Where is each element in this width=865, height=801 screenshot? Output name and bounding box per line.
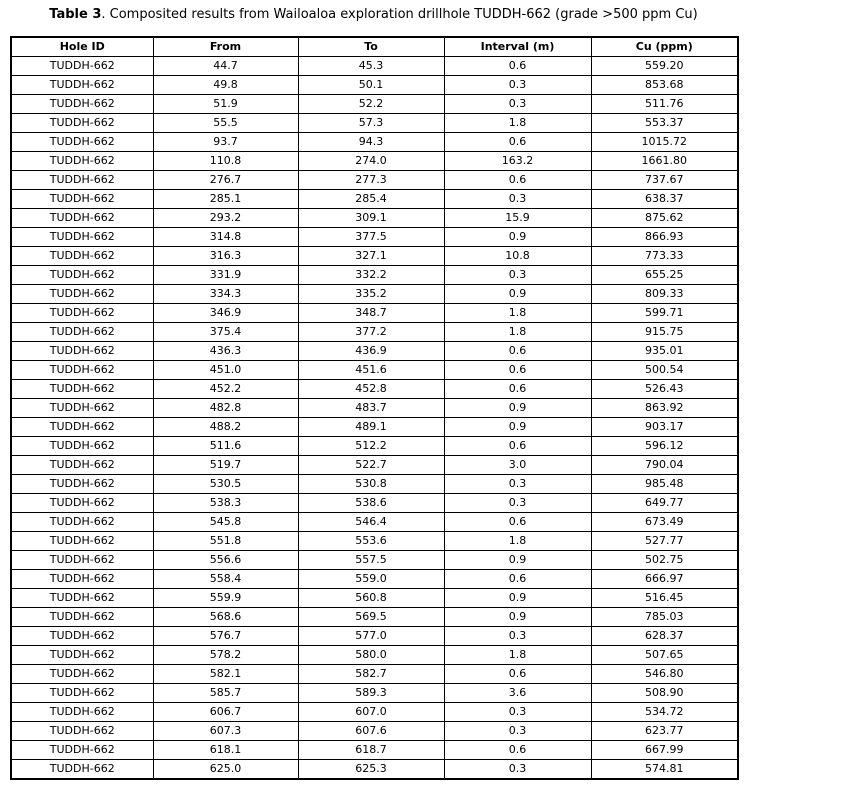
table-row bbox=[11, 304, 738, 323]
table-row bbox=[11, 646, 738, 665]
cell-cu-ppm: 511.76 bbox=[591, 95, 738, 114]
cell-to: 607.0 bbox=[298, 703, 444, 722]
cell-from: 482.8 bbox=[153, 399, 298, 418]
cell-from: 488.2 bbox=[153, 418, 298, 437]
cell-cu-ppm: 599.71 bbox=[591, 304, 738, 323]
cell-to: 309.1 bbox=[298, 209, 444, 228]
column-header-interval-m: Interval (m) bbox=[444, 37, 591, 57]
cell-hole-id: TUDDH-662 bbox=[11, 532, 153, 551]
cell-interval-m: 1.8 bbox=[444, 532, 591, 551]
cell-interval-m: 0.6 bbox=[444, 380, 591, 399]
cell-cu-ppm: 628.37 bbox=[591, 627, 738, 646]
table-row bbox=[11, 532, 738, 551]
cell-cu-ppm: 534.72 bbox=[591, 703, 738, 722]
cell-interval-m: 0.6 bbox=[444, 171, 591, 190]
cell-hole-id: TUDDH-662 bbox=[11, 209, 153, 228]
table-row bbox=[11, 760, 738, 780]
cell-to: 452.8 bbox=[298, 380, 444, 399]
cell-hole-id: TUDDH-662 bbox=[11, 722, 153, 741]
table-row bbox=[11, 266, 738, 285]
cell-hole-id: TUDDH-662 bbox=[11, 627, 153, 646]
cell-hole-id: TUDDH-662 bbox=[11, 57, 153, 76]
table-row bbox=[11, 399, 738, 418]
cell-to: 489.1 bbox=[298, 418, 444, 437]
cell-to: 327.1 bbox=[298, 247, 444, 266]
cell-cu-ppm: 790.04 bbox=[591, 456, 738, 475]
cell-from: 519.7 bbox=[153, 456, 298, 475]
cell-to: 618.7 bbox=[298, 741, 444, 760]
cell-from: 618.1 bbox=[153, 741, 298, 760]
cell-interval-m: 0.6 bbox=[444, 437, 591, 456]
cell-from: 545.8 bbox=[153, 513, 298, 532]
table-row bbox=[11, 722, 738, 741]
cell-from: 568.6 bbox=[153, 608, 298, 627]
cell-from: 44.7 bbox=[153, 57, 298, 76]
cell-hole-id: TUDDH-662 bbox=[11, 703, 153, 722]
cell-hole-id: TUDDH-662 bbox=[11, 741, 153, 760]
column-header-to: To bbox=[298, 37, 444, 57]
table-row bbox=[11, 684, 738, 703]
cell-hole-id: TUDDH-662 bbox=[11, 494, 153, 513]
cell-hole-id: TUDDH-662 bbox=[11, 551, 153, 570]
cell-hole-id: TUDDH-662 bbox=[11, 190, 153, 209]
cell-from: 55.5 bbox=[153, 114, 298, 133]
cell-hole-id: TUDDH-662 bbox=[11, 570, 153, 589]
cell-to: 285.4 bbox=[298, 190, 444, 209]
cell-cu-ppm: 809.33 bbox=[591, 285, 738, 304]
cell-cu-ppm: 737.67 bbox=[591, 171, 738, 190]
cell-interval-m: 0.9 bbox=[444, 418, 591, 437]
cell-hole-id: TUDDH-662 bbox=[11, 665, 153, 684]
cell-interval-m: 3.0 bbox=[444, 456, 591, 475]
cell-cu-ppm: 527.77 bbox=[591, 532, 738, 551]
cell-to: 530.8 bbox=[298, 475, 444, 494]
cell-hole-id: TUDDH-662 bbox=[11, 133, 153, 152]
cell-from: 375.4 bbox=[153, 323, 298, 342]
cell-interval-m: 0.6 bbox=[444, 57, 591, 76]
cell-interval-m: 0.3 bbox=[444, 475, 591, 494]
cell-cu-ppm: 649.77 bbox=[591, 494, 738, 513]
header-row bbox=[11, 37, 738, 57]
cell-interval-m: 1.8 bbox=[444, 114, 591, 133]
cell-from: 314.8 bbox=[153, 228, 298, 247]
cell-from: 51.9 bbox=[153, 95, 298, 114]
cell-hole-id: TUDDH-662 bbox=[11, 285, 153, 304]
cell-to: 538.6 bbox=[298, 494, 444, 513]
cell-hole-id: TUDDH-662 bbox=[11, 589, 153, 608]
cell-hole-id: TUDDH-662 bbox=[11, 342, 153, 361]
table-caption-label: Table 3 bbox=[49, 7, 102, 22]
cell-cu-ppm: 866.93 bbox=[591, 228, 738, 247]
cell-to: 559.0 bbox=[298, 570, 444, 589]
cell-interval-m: 0.9 bbox=[444, 285, 591, 304]
table-row bbox=[11, 437, 738, 456]
cell-interval-m: 0.9 bbox=[444, 399, 591, 418]
cell-to: 451.6 bbox=[298, 361, 444, 380]
table-row bbox=[11, 95, 738, 114]
cell-interval-m: 0.6 bbox=[444, 342, 591, 361]
table-row bbox=[11, 247, 738, 266]
cell-from: 316.3 bbox=[153, 247, 298, 266]
cell-to: 277.3 bbox=[298, 171, 444, 190]
cell-interval-m: 10.8 bbox=[444, 247, 591, 266]
table-row bbox=[11, 114, 738, 133]
cell-to: 557.5 bbox=[298, 551, 444, 570]
cell-cu-ppm: 526.43 bbox=[591, 380, 738, 399]
cell-cu-ppm: 875.62 bbox=[591, 209, 738, 228]
cell-from: 511.6 bbox=[153, 437, 298, 456]
cell-to: 377.5 bbox=[298, 228, 444, 247]
cell-hole-id: TUDDH-662 bbox=[11, 361, 153, 380]
cell-interval-m: 0.3 bbox=[444, 190, 591, 209]
cell-interval-m: 0.3 bbox=[444, 627, 591, 646]
cell-interval-m: 0.6 bbox=[444, 570, 591, 589]
table-row bbox=[11, 57, 738, 76]
cell-cu-ppm: 596.12 bbox=[591, 437, 738, 456]
cell-cu-ppm: 574.81 bbox=[591, 760, 738, 780]
cell-to: 50.1 bbox=[298, 76, 444, 95]
cell-from: 334.3 bbox=[153, 285, 298, 304]
cell-cu-ppm: 546.80 bbox=[591, 665, 738, 684]
cell-interval-m: 0.6 bbox=[444, 741, 591, 760]
table-caption bbox=[10, 7, 737, 23]
table-row bbox=[11, 589, 738, 608]
cell-interval-m: 0.9 bbox=[444, 228, 591, 247]
cell-cu-ppm: 785.03 bbox=[591, 608, 738, 627]
cell-from: 585.7 bbox=[153, 684, 298, 703]
cell-cu-ppm: 666.97 bbox=[591, 570, 738, 589]
table-row bbox=[11, 570, 738, 589]
table-row bbox=[11, 627, 738, 646]
cell-cu-ppm: 507.65 bbox=[591, 646, 738, 665]
cell-to: 52.2 bbox=[298, 95, 444, 114]
cell-from: 452.2 bbox=[153, 380, 298, 399]
table-row bbox=[11, 456, 738, 475]
cell-from: 331.9 bbox=[153, 266, 298, 285]
column-header-from: From bbox=[153, 37, 298, 57]
table-row bbox=[11, 323, 738, 342]
cell-from: 346.9 bbox=[153, 304, 298, 323]
cell-from: 93.7 bbox=[153, 133, 298, 152]
cell-interval-m: 0.6 bbox=[444, 133, 591, 152]
cell-interval-m: 0.3 bbox=[444, 95, 591, 114]
table-row bbox=[11, 133, 738, 152]
cell-to: 577.0 bbox=[298, 627, 444, 646]
table-row bbox=[11, 380, 738, 399]
table-row bbox=[11, 285, 738, 304]
cell-to: 512.2 bbox=[298, 437, 444, 456]
cell-to: 589.3 bbox=[298, 684, 444, 703]
cell-from: 582.1 bbox=[153, 665, 298, 684]
cell-hole-id: TUDDH-662 bbox=[11, 266, 153, 285]
cell-to: 332.2 bbox=[298, 266, 444, 285]
cell-from: 538.3 bbox=[153, 494, 298, 513]
cell-cu-ppm: 553.37 bbox=[591, 114, 738, 133]
cell-hole-id: TUDDH-662 bbox=[11, 437, 153, 456]
cell-to: 625.3 bbox=[298, 760, 444, 780]
cell-from: 276.7 bbox=[153, 171, 298, 190]
cell-cu-ppm: 667.99 bbox=[591, 741, 738, 760]
results-table bbox=[10, 36, 739, 780]
table-row bbox=[11, 361, 738, 380]
table-row bbox=[11, 171, 738, 190]
table-row bbox=[11, 475, 738, 494]
cell-from: 551.8 bbox=[153, 532, 298, 551]
table-caption-text: . Composited results from Wailoaloa exploration drillhole TUDDH-662 (grade >500 ppm Cu) bbox=[101, 7, 698, 22]
cell-to: 522.7 bbox=[298, 456, 444, 475]
cell-to: 45.3 bbox=[298, 57, 444, 76]
cell-from: 606.7 bbox=[153, 703, 298, 722]
table-row bbox=[11, 513, 738, 532]
table-body bbox=[11, 57, 738, 780]
cell-hole-id: TUDDH-662 bbox=[11, 304, 153, 323]
cell-to: 348.7 bbox=[298, 304, 444, 323]
cell-from: 559.9 bbox=[153, 589, 298, 608]
column-header-hole-id: Hole ID bbox=[11, 37, 153, 57]
cell-hole-id: TUDDH-662 bbox=[11, 513, 153, 532]
cell-to: 335.2 bbox=[298, 285, 444, 304]
cell-from: 436.3 bbox=[153, 342, 298, 361]
cell-interval-m: 3.6 bbox=[444, 684, 591, 703]
cell-from: 607.3 bbox=[153, 722, 298, 741]
cell-interval-m: 0.3 bbox=[444, 703, 591, 722]
cell-cu-ppm: 863.92 bbox=[591, 399, 738, 418]
cell-hole-id: TUDDH-662 bbox=[11, 323, 153, 342]
cell-interval-m: 0.9 bbox=[444, 589, 591, 608]
table-row bbox=[11, 209, 738, 228]
cell-interval-m: 0.6 bbox=[444, 361, 591, 380]
cell-from: 293.2 bbox=[153, 209, 298, 228]
cell-cu-ppm: 903.17 bbox=[591, 418, 738, 437]
table-row bbox=[11, 342, 738, 361]
cell-to: 582.7 bbox=[298, 665, 444, 684]
cell-to: 94.3 bbox=[298, 133, 444, 152]
cell-from: 625.0 bbox=[153, 760, 298, 780]
cell-hole-id: TUDDH-662 bbox=[11, 228, 153, 247]
cell-interval-m: 0.9 bbox=[444, 608, 591, 627]
cell-from: 530.5 bbox=[153, 475, 298, 494]
table-row bbox=[11, 608, 738, 627]
table-row bbox=[11, 418, 738, 437]
table-row bbox=[11, 76, 738, 95]
cell-from: 556.6 bbox=[153, 551, 298, 570]
cell-cu-ppm: 623.77 bbox=[591, 722, 738, 741]
cell-cu-ppm: 853.68 bbox=[591, 76, 738, 95]
table-row bbox=[11, 494, 738, 513]
column-header-cu-ppm: Cu (ppm) bbox=[591, 37, 738, 57]
cell-interval-m: 1.8 bbox=[444, 304, 591, 323]
cell-cu-ppm: 1661.80 bbox=[591, 152, 738, 171]
cell-from: 110.8 bbox=[153, 152, 298, 171]
cell-cu-ppm: 773.33 bbox=[591, 247, 738, 266]
cell-hole-id: TUDDH-662 bbox=[11, 95, 153, 114]
cell-hole-id: TUDDH-662 bbox=[11, 684, 153, 703]
table-row bbox=[11, 228, 738, 247]
cell-from: 285.1 bbox=[153, 190, 298, 209]
cell-interval-m: 163.2 bbox=[444, 152, 591, 171]
cell-hole-id: TUDDH-662 bbox=[11, 456, 153, 475]
cell-to: 436.9 bbox=[298, 342, 444, 361]
cell-to: 553.6 bbox=[298, 532, 444, 551]
cell-from: 558.4 bbox=[153, 570, 298, 589]
cell-hole-id: TUDDH-662 bbox=[11, 247, 153, 266]
cell-cu-ppm: 500.54 bbox=[591, 361, 738, 380]
table-row bbox=[11, 190, 738, 209]
cell-cu-ppm: 673.49 bbox=[591, 513, 738, 532]
cell-hole-id: TUDDH-662 bbox=[11, 760, 153, 780]
cell-cu-ppm: 508.90 bbox=[591, 684, 738, 703]
table-row bbox=[11, 152, 738, 171]
cell-hole-id: TUDDH-662 bbox=[11, 171, 153, 190]
table-row bbox=[11, 551, 738, 570]
table-row bbox=[11, 665, 738, 684]
cell-from: 576.7 bbox=[153, 627, 298, 646]
cell-from: 578.2 bbox=[153, 646, 298, 665]
cell-hole-id: TUDDH-662 bbox=[11, 152, 153, 171]
cell-from: 451.0 bbox=[153, 361, 298, 380]
cell-to: 546.4 bbox=[298, 513, 444, 532]
cell-hole-id: TUDDH-662 bbox=[11, 399, 153, 418]
cell-to: 580.0 bbox=[298, 646, 444, 665]
cell-hole-id: TUDDH-662 bbox=[11, 380, 153, 399]
cell-cu-ppm: 935.01 bbox=[591, 342, 738, 361]
cell-to: 607.6 bbox=[298, 722, 444, 741]
cell-to: 560.8 bbox=[298, 589, 444, 608]
cell-cu-ppm: 1015.72 bbox=[591, 133, 738, 152]
cell-hole-id: TUDDH-662 bbox=[11, 608, 153, 627]
cell-hole-id: TUDDH-662 bbox=[11, 418, 153, 437]
cell-interval-m: 0.3 bbox=[444, 494, 591, 513]
cell-cu-ppm: 915.75 bbox=[591, 323, 738, 342]
cell-cu-ppm: 655.25 bbox=[591, 266, 738, 285]
cell-from: 49.8 bbox=[153, 76, 298, 95]
cell-cu-ppm: 516.45 bbox=[591, 589, 738, 608]
cell-cu-ppm: 559.20 bbox=[591, 57, 738, 76]
cell-interval-m: 0.3 bbox=[444, 722, 591, 741]
cell-to: 377.2 bbox=[298, 323, 444, 342]
cell-interval-m: 1.8 bbox=[444, 646, 591, 665]
cell-to: 569.5 bbox=[298, 608, 444, 627]
cell-interval-m: 1.8 bbox=[444, 323, 591, 342]
cell-interval-m: 15.9 bbox=[444, 209, 591, 228]
cell-to: 57.3 bbox=[298, 114, 444, 133]
cell-interval-m: 0.6 bbox=[444, 513, 591, 532]
cell-to: 274.0 bbox=[298, 152, 444, 171]
cell-hole-id: TUDDH-662 bbox=[11, 475, 153, 494]
cell-hole-id: TUDDH-662 bbox=[11, 114, 153, 133]
cell-hole-id: TUDDH-662 bbox=[11, 646, 153, 665]
cell-interval-m: 0.3 bbox=[444, 76, 591, 95]
cell-interval-m: 0.6 bbox=[444, 665, 591, 684]
cell-cu-ppm: 638.37 bbox=[591, 190, 738, 209]
cell-hole-id: TUDDH-662 bbox=[11, 76, 153, 95]
table-row bbox=[11, 703, 738, 722]
table-row bbox=[11, 741, 738, 760]
cell-interval-m: 0.9 bbox=[444, 551, 591, 570]
cell-interval-m: 0.3 bbox=[444, 760, 591, 780]
cell-cu-ppm: 985.48 bbox=[591, 475, 738, 494]
cell-interval-m: 0.3 bbox=[444, 266, 591, 285]
cell-to: 483.7 bbox=[298, 399, 444, 418]
cell-cu-ppm: 502.75 bbox=[591, 551, 738, 570]
